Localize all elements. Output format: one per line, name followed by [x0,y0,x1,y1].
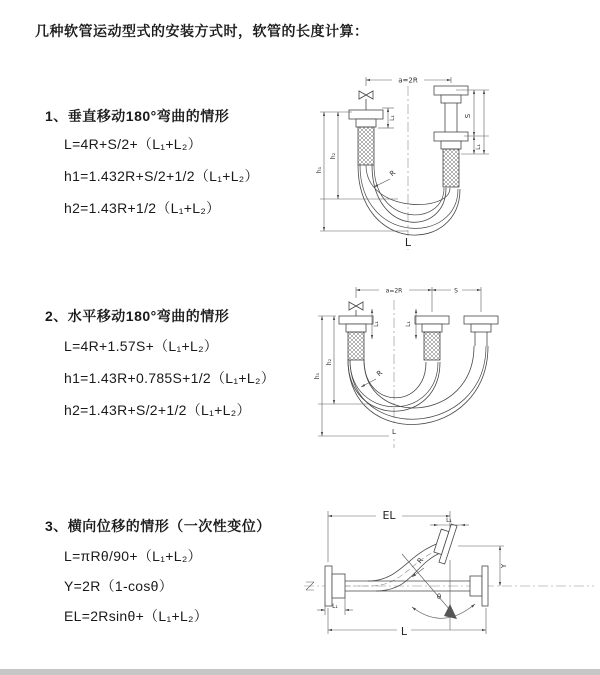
dim-label-width: a=2R [385,287,403,295]
dim-label-h1: h₁ [316,166,323,174]
formula-line: L=4R+S/2+（L₁+L₂） [64,136,202,152]
page-title: 几种软管运动型式的安装方式时，软管的长度计算： [35,23,369,39]
dim-width [356,285,481,312]
dim-label-el: EL [382,509,396,522]
formula-line: h1=1.432R+S/2+1/2（L₁+L₂） [64,168,259,184]
right-braid-section [443,149,459,187]
dim-l1-left [372,309,380,339]
dim-label-s: S [454,287,458,295]
dim-label-l1-mid: L₁ [405,321,412,327]
hose-curves [348,346,488,424]
radius-label: R [415,556,426,566]
curved-hose [368,522,457,591]
dim-label-h1: h₁ [314,372,321,380]
formula-line: L=πRθ/90+（L₁+L₂） [64,548,202,564]
centerline [304,550,594,590]
dim-label-l1-right: L₁ [475,144,482,150]
right-flange-lower [434,132,468,149]
angle-label: θ [436,593,442,601]
length-label: L [404,236,412,249]
length-label-group [389,426,399,437]
valve-icon [349,302,363,316]
middle-flange [415,316,449,332]
radius-label: R [375,368,385,379]
valve-icon [359,91,373,110]
left-flange [325,566,345,606]
left-flange [339,316,373,332]
dim-el [328,508,450,562]
right-flange [464,316,498,346]
formula-line: Y=2R（1-cosθ） [64,578,174,594]
radius-callout [361,369,384,387]
left-braid-section [358,127,374,165]
formula-line: L=4R+1.57S+（L₁+L₂） [64,338,219,354]
dim-label-l1-left: L₁ [389,115,396,121]
right-flange-upper [434,86,468,132]
dim-label-s: S [464,113,472,119]
section-1-heading: 1、垂直移动180°弯曲的情形 [45,108,230,124]
dim-label-y: Y [500,563,508,569]
length-label: L [400,625,408,638]
angle-construction [402,554,475,630]
diagram-vertical-bend [308,64,600,256]
radius-label: R [388,168,398,179]
dim-label-l1-left: L₁ [373,321,380,327]
dim-label-l1-top: L₁ [446,517,452,524]
dim-l1-mid [405,309,416,339]
formula-line: EL=2Rsinθ+（L₁+L₂） [64,608,209,624]
page-bottom-edge [0,669,600,675]
formula-line: h1=1.43R+0.785S+1/2（L₁+L₂） [64,370,275,386]
formula-line: h2=1.43R+1/2（L₁+L₂） [64,200,221,216]
dim-l1-top [430,517,469,525]
length-label-group [402,236,414,249]
radius-callout [374,169,397,187]
dim-label-l1-bottom: L₁ [332,603,338,610]
left-flange [349,110,383,127]
section-3-heading: 3、横向位移的情形（一次性变位） [45,518,271,534]
length-label: L [392,428,396,436]
dim-label-h2: h₂ [326,358,333,366]
section-2-heading: 2、水平移动180°弯曲的情形 [45,308,230,324]
dim-label-width: a=2R [398,76,418,85]
formula-line: h2=1.43R+S/2+1/2（L₁+L₂） [64,402,251,418]
dim-width [366,75,451,86]
dim-label-h2: h₂ [330,152,337,160]
diagram-horizontal-bend [308,276,600,458]
diagram-lateral-displacement [298,498,600,650]
